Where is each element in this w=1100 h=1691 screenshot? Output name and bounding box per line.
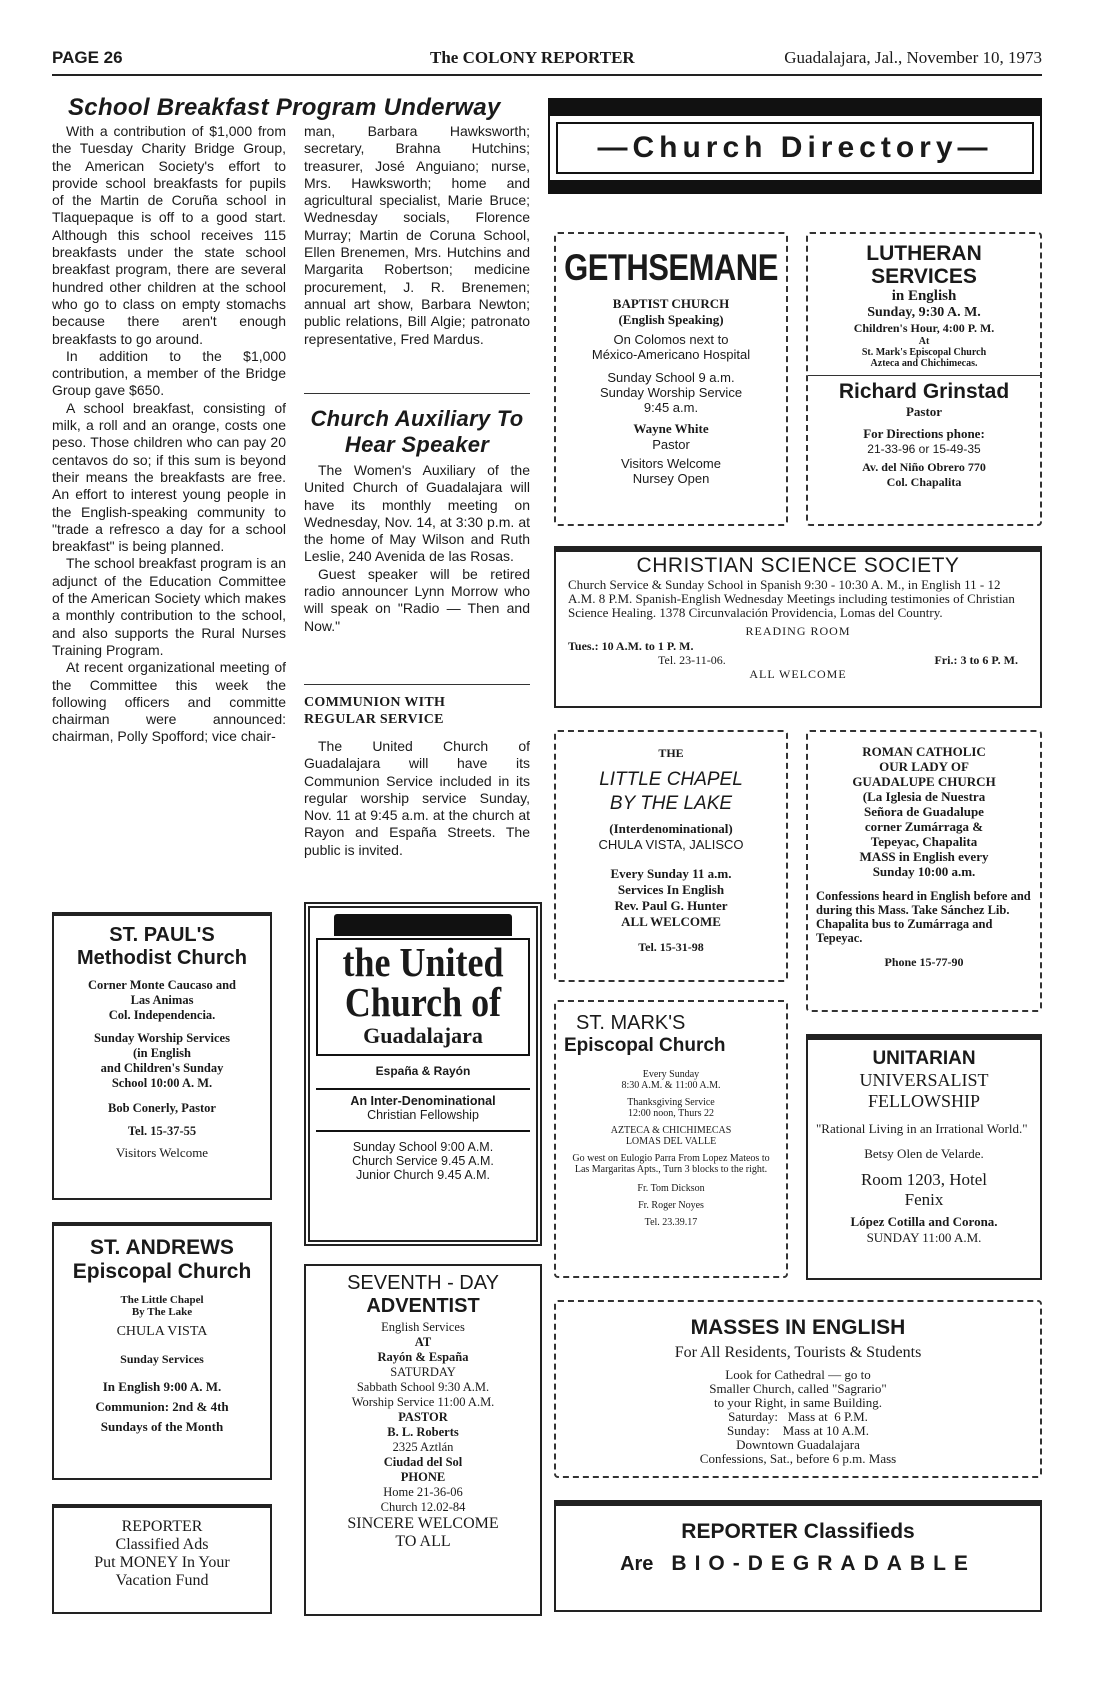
reporter-ad-line: Vacation Fund xyxy=(115,1572,209,1589)
divider xyxy=(304,684,530,685)
science-welcome: ALL WELCOME xyxy=(749,667,847,681)
breakfast-column-1 xyxy=(52,123,286,903)
lutheran-line: SERVICES xyxy=(871,265,977,288)
masses-line: MASSES IN ENGLISH xyxy=(690,1316,906,1339)
gethsemane-line: Sunday School 9 a.m. xyxy=(607,370,735,385)
chapel-line: LITTLE CHAPEL xyxy=(599,769,743,790)
standrews-line: CHULA VISTA xyxy=(116,1324,208,1339)
breakfast-para: The school breakfast program is an adjunct of the Education Committee of the American Society which makes a monthly contribution to the school, and also supports the Rural Nurses Training Program. xyxy=(52,555,286,658)
adventist-line: AT xyxy=(414,1335,432,1349)
breakfast-para: A school breakfast, consisting of milk, a roll and an orange, costs one peso. Those children who can pay 20 centavos do so; if this sum is beyond their means the breakfasts are free. An effort to interest young people in the English-speaking community to "trade a refresco a day for a school breakfast" is being planned. xyxy=(52,399,286,555)
standrews-line: In English 9:00 A. M. xyxy=(102,1379,222,1394)
stpauls-line: Visitors Welcome xyxy=(115,1145,209,1160)
catholic-line: MASS in English every xyxy=(859,849,989,864)
masses-line: Confessions, Sat., before 6 p.m. Mass xyxy=(699,1451,897,1466)
chapel-line: Tel. 15-31-98 xyxy=(638,940,704,954)
lutheran-line: Col. Chapalita xyxy=(886,475,962,489)
auxiliary-para: The Women's Auxiliary of the United Church of Guadalajara will have its monthly meeting on Wednesday, Nov. 14, at 3:30 p.m. at the home of May Wilson and Ruth Leslie, 240 Avenida de las Rosas. xyxy=(304,462,530,565)
banner-bar xyxy=(550,100,1040,116)
adventist-line: Rayón & España xyxy=(377,1350,469,1364)
adventist-line: Sabbath School 9:30 A.M. xyxy=(356,1380,490,1394)
adventist-line: TO ALL xyxy=(395,1533,451,1550)
gethsemane-line: Visitors Welcome xyxy=(621,456,721,471)
science-hours xyxy=(568,639,1028,667)
gethsemane-name: GETHSEMANE xyxy=(564,246,778,289)
adventist-line: PASTOR xyxy=(398,1410,448,1424)
lutheran-line: in English xyxy=(891,288,957,304)
communion-para: The United Church of Guadalajara will have its Communion Service included in its regular worship service Sunday, Nov. 11 at 9:45 a.m. at the church at Rayon and España Streets. The public is invited. xyxy=(304,738,530,858)
gethsemane-line: México-Americano Hospital xyxy=(591,347,751,362)
standrews-line: Sunday Services xyxy=(120,1352,204,1366)
catholic-line: Sunday 10:00 a.m. xyxy=(872,864,976,879)
chapel-line: ALL WELCOME xyxy=(621,914,721,929)
page-number: PAGE 26 xyxy=(52,48,123,67)
catholic-line: ROMAN CATHOLIC xyxy=(862,744,986,759)
united-line: Sunday School 9:00 A.M. xyxy=(352,1140,494,1154)
stmarks-line: Tel. 23.39.17 xyxy=(644,1217,698,1228)
stpauls-line: Corner Monte Caucaso and xyxy=(87,978,237,992)
classified-line: Are xyxy=(620,1553,654,1575)
st-pauls-ad xyxy=(52,912,272,1200)
chapel-line: Every Sunday 11 a.m. xyxy=(610,866,732,881)
stpauls-line: and Children's Sunday xyxy=(100,1061,224,1075)
gethsemane-line: Pastor xyxy=(652,437,690,452)
catholic-line: OUR LADY OF xyxy=(879,759,969,774)
masses-line: Smaller Church, called "Sagrario" xyxy=(709,1381,887,1396)
united-line: España & Rayón xyxy=(375,1064,471,1078)
little-chapel-ad xyxy=(554,730,788,982)
standrews-line: Episcopal Church xyxy=(72,1260,252,1283)
unitarian-line: SUNDAY 11:00 A.M. xyxy=(866,1230,982,1245)
classified-line: BIO-DEGRADABLE xyxy=(671,1552,976,1575)
united-line: Junior Church 9.45 A.M. xyxy=(355,1168,491,1182)
united-logo-line: Guadalajara xyxy=(363,1023,483,1048)
stpauls-line: Bob Conerly, Pastor xyxy=(108,1101,216,1115)
united-line: Christian Fellowship xyxy=(367,1108,479,1122)
auxiliary-headline: Church Auxiliary To Hear Speaker xyxy=(310,406,524,457)
chapel-line: Services In English xyxy=(617,882,725,897)
stpauls-line: Methodist Church xyxy=(77,947,247,969)
classifieds-biodegradable-ad xyxy=(554,1500,1042,1612)
gethsemane-line: Nursey Open xyxy=(632,471,710,486)
standrews-line: The Little Chapel xyxy=(120,1294,204,1306)
science-tues: Tues.: 10 A.M. to 1 P. M. xyxy=(568,639,694,653)
stmarks-line: 12:00 noon, Thurs 22 xyxy=(628,1108,714,1119)
adventist-line: SEVENTH - DAY xyxy=(347,1272,499,1294)
stpauls-line: Tel. 15-37-55 xyxy=(127,1124,197,1138)
breakfast-headline: School Breakfast Program Underway xyxy=(68,94,501,121)
catholic-line: Phone 15-77-90 xyxy=(884,955,964,969)
united-logo-line: Church of xyxy=(344,979,502,1025)
reporter-ad-line: Put MONEY In Your xyxy=(94,1554,230,1571)
stpauls-line: Sunday Worship Services xyxy=(94,1031,230,1045)
chapel-line: Rev. Paul G. Hunter xyxy=(614,898,728,913)
catholic-line: Tepeyac, Chapalita xyxy=(870,834,978,849)
divider xyxy=(316,1130,530,1132)
lutheran-line: Richard Grinstad xyxy=(808,375,1040,404)
chapel-line: BY THE LAKE xyxy=(609,793,733,814)
unitarian-line: "Rational Living in an Irrational World." xyxy=(816,1121,1028,1136)
church-directory-banner xyxy=(548,98,1042,194)
standrews-line: By The Lake xyxy=(131,1306,193,1318)
stmarks-line: ST. MARK'S xyxy=(576,1012,686,1034)
breakfast-para: In addition to the $1,000 contribution, a member of the Bridge Group gave $650. xyxy=(52,347,286,399)
unitarian-line: Fenix xyxy=(904,1190,944,1209)
st-marks-ad xyxy=(554,1000,788,1278)
dateline: Guadalajara, Jal., November 10, 1973 xyxy=(784,48,1042,67)
divider xyxy=(304,393,530,394)
stpauls-line: Las Animas xyxy=(130,993,194,1007)
chapel-line: (Interdenominational) xyxy=(609,821,733,836)
breakfast-para: At recent organizational meeting of the Committee this week the following officers and committe chairman were announced: chairman, Polly Spofford; vice chair- xyxy=(52,659,286,745)
stpauls-line: Col. Independencia. xyxy=(108,1008,216,1022)
gethsemane-line: On Colomos next to xyxy=(613,332,729,347)
lutheran-line: 21-33-96 or 15-49-35 xyxy=(867,442,981,456)
masses-line: Look for Cathedral — go to xyxy=(725,1367,871,1382)
catholic-ad xyxy=(806,730,1042,1012)
adventist-line: Ciudad del Sol xyxy=(383,1455,463,1469)
lutheran-line: Children's Hour, 4:00 P. M. xyxy=(853,321,995,335)
reporter-classified-ad xyxy=(52,1504,272,1614)
united-line: Church Service 9.45 A.M. xyxy=(352,1154,494,1168)
lutheran-line: St. Mark's Episcopal Church xyxy=(861,347,987,358)
gethsemane-line: BAPTIST CHURCH xyxy=(612,296,730,311)
science-text: Church Service & Sunday School in Spanish 9:30 - 10:30 A. M., in English 11 - 12 A.M. 8 P.M. Spanish-English Wednesday Meetings including testimonies of Christian Science Healing. 1378 Circunvalación Providencia, Lomas del Country. xyxy=(568,577,1015,620)
masses-line: For All Residents, Tourists & Students xyxy=(674,1344,922,1361)
adventist-line: PHONE xyxy=(400,1470,446,1484)
page-header xyxy=(52,48,1042,76)
masses-line: Sunday: Mass at 10 A.M. xyxy=(727,1423,869,1438)
newspaper-name: The COLONY REPORTER xyxy=(430,48,635,67)
christian-science-ad xyxy=(554,546,1042,708)
stmarks-line: Fr. Tom Dickson xyxy=(637,1183,705,1194)
unitarian-line: UNITARIAN xyxy=(872,1048,976,1069)
lutheran-line: For Directions phone: xyxy=(863,426,985,441)
stpauls-line: (in English xyxy=(132,1046,191,1060)
st-andrews-ad xyxy=(52,1222,272,1480)
united-logo xyxy=(316,938,530,1056)
adventist-line: SATURDAY xyxy=(390,1365,456,1379)
breakfast-para: With a contribution of $1,000 from the Tuesday Charity Bridge Group, the American Society's effort to provide school breakfasts for pupils of the Martin de Coruña school in Tlaquepaque is off to a good start. Although this school receives 115 breakfasts under the state school breakfast program, there are several hundred other children at the school who go to class on empty stomachs because there aren't enough breakfasts to go around. xyxy=(52,123,286,347)
masses-line: to your Right, in same Building. xyxy=(714,1395,882,1410)
banner-bar xyxy=(550,180,1040,192)
science-fri: Fri.: 3 to 6 P. M. xyxy=(934,653,1018,667)
stmarks-line: LOMAS DEL VALLE xyxy=(625,1136,717,1147)
science-title: CHRISTIAN SCIENCE SOCIETY xyxy=(636,554,960,577)
breakfast-column-2 xyxy=(304,123,530,393)
adventist-line: 2325 Aztlán xyxy=(392,1440,454,1454)
reporter-ad-line: Classified Ads xyxy=(115,1536,209,1553)
lutheran-line: LUTHERAN xyxy=(866,242,982,265)
adventist-line: ADVENTIST xyxy=(366,1295,480,1317)
united-church-ad xyxy=(304,902,542,1246)
classified-line: REPORTER Classifieds xyxy=(681,1520,915,1543)
breakfast-para: man, Barbara Hawksworth; secretary, Brahna Hutchins; treasurer, José Anguiano; nurse, Mrs. Hawksworth; home and agricultural specialist, Marie Bruce; Wednesday socials, Florence Murray; Martin de Coruna School, Ellen Brenemen, Mrs. Hutchins and Margarita Robertson; medicine procurement, J. R. Brenemen; annual art show, Barbara Newton; public relations, Bill Algie; patronato representative, Fred Mardus. xyxy=(304,123,530,347)
stpauls-line: ST. PAUL'S xyxy=(109,924,215,946)
adventist-line: B. L. Roberts xyxy=(387,1425,459,1439)
gethsemane-ad xyxy=(554,232,788,526)
united-line: An Inter-Denominational xyxy=(350,1094,496,1108)
catholic-line: (La Iglesia de Nuestra xyxy=(862,789,986,804)
lutheran-line: Azteca and Chichimecas. xyxy=(870,358,978,369)
lutheran-line: Av. del Niño Obrero 770 xyxy=(862,460,986,474)
standrews-line: Communion: 2nd & 4th xyxy=(95,1399,229,1414)
communion-text xyxy=(304,738,530,888)
catholic-line: GUADALUPE CHURCH xyxy=(852,774,996,789)
adventist-line: SINCERE WELCOME xyxy=(347,1515,499,1532)
stmarks-line: Fr. Roger Noyes xyxy=(638,1200,704,1211)
adventist-line: Home 21-36-06 xyxy=(383,1485,463,1499)
communion-headline: COMMUNION WITH REGULAR SERVICE xyxy=(304,695,446,727)
science-tel: Tel. 23-11-06. xyxy=(658,653,726,667)
catholic-line: corner Zumárraga & xyxy=(864,819,984,834)
chapel-line: CHULA VISTA, JALISCO xyxy=(598,837,744,852)
stpauls-line: School 10:00 A. M. xyxy=(111,1076,213,1090)
adventist-line: English Services xyxy=(381,1320,465,1334)
classified-row xyxy=(556,1552,1040,1576)
stmarks-line: AZTECA & CHICHIMECAS xyxy=(610,1125,732,1136)
auxiliary-text xyxy=(304,462,530,684)
stmarks-line: Every Sunday xyxy=(642,1069,700,1080)
stmarks-line: Thanksgiving Service xyxy=(627,1097,715,1108)
science-reading-room: READING ROOM xyxy=(745,624,851,638)
masses-line: Saturday: Mass at 6 P.M. xyxy=(728,1409,868,1424)
unitarian-line: FELLOWSHIP xyxy=(868,1091,980,1111)
lutheran-ad xyxy=(806,232,1042,526)
catholic-line: Confessions heard in English before and during this Mass. Take Sánchez Lib. Chapalita bus to Zumárraga and Tepeyac. xyxy=(816,889,1031,945)
divider xyxy=(316,1088,530,1090)
unitarian-line: UNIVERSALIST xyxy=(859,1070,989,1090)
church-silhouette xyxy=(334,914,512,936)
gethsemane-line: 9:45 a.m. xyxy=(643,400,699,415)
lutheran-line: At xyxy=(918,336,930,347)
reporter-ad-line: REPORTER xyxy=(121,1518,203,1535)
chapel-line: THE xyxy=(658,746,684,760)
masses-line: Downtown Guadalajara xyxy=(736,1437,860,1452)
church-directory-title: —Church Directory— xyxy=(556,122,1034,174)
gethsemane-line: (English Speaking) xyxy=(618,312,724,327)
lutheran-line: Sunday, 9:30 A. M. xyxy=(867,305,981,320)
unitarian-line: Room 1203, Hotel xyxy=(860,1170,988,1189)
adventist-ad xyxy=(304,1264,542,1616)
standrews-line: Sundays of the Month xyxy=(100,1419,224,1434)
adventist-line: Church 12.02-84 xyxy=(380,1500,466,1514)
united-logo-line: the United xyxy=(342,939,504,985)
adventist-line: Worship Service 11:00 A.M. xyxy=(351,1395,495,1409)
auxiliary-para: Guest speaker will be retired radio announcer Lynn Morrow who will speak on "Radio — Then and Now." xyxy=(304,565,530,634)
stmarks-line: Episcopal Church xyxy=(564,1035,726,1056)
gethsemane-line: Sunday Worship Service xyxy=(599,385,743,400)
stmarks-line: Go west on Eulogio Parra From Lopez Mateos to Las Margaritas Apts., Turn 3 blocks to the right. xyxy=(572,1153,770,1175)
masses-ad xyxy=(554,1300,1042,1478)
stmarks-line: 8:30 A.M. & 11:00 A.M. xyxy=(621,1080,721,1091)
unitarian-line: Betsy Olen de Velarde. xyxy=(864,1146,984,1161)
unitarian-line: López Cotilla and Corona. xyxy=(850,1214,998,1229)
lutheran-line: Pastor xyxy=(905,404,943,419)
unitarian-ad xyxy=(806,1034,1042,1280)
catholic-line: Señora de Guadalupe xyxy=(864,804,984,819)
gethsemane-line: Wayne White xyxy=(633,421,709,436)
standrews-line: ST. ANDREWS xyxy=(90,1236,234,1259)
